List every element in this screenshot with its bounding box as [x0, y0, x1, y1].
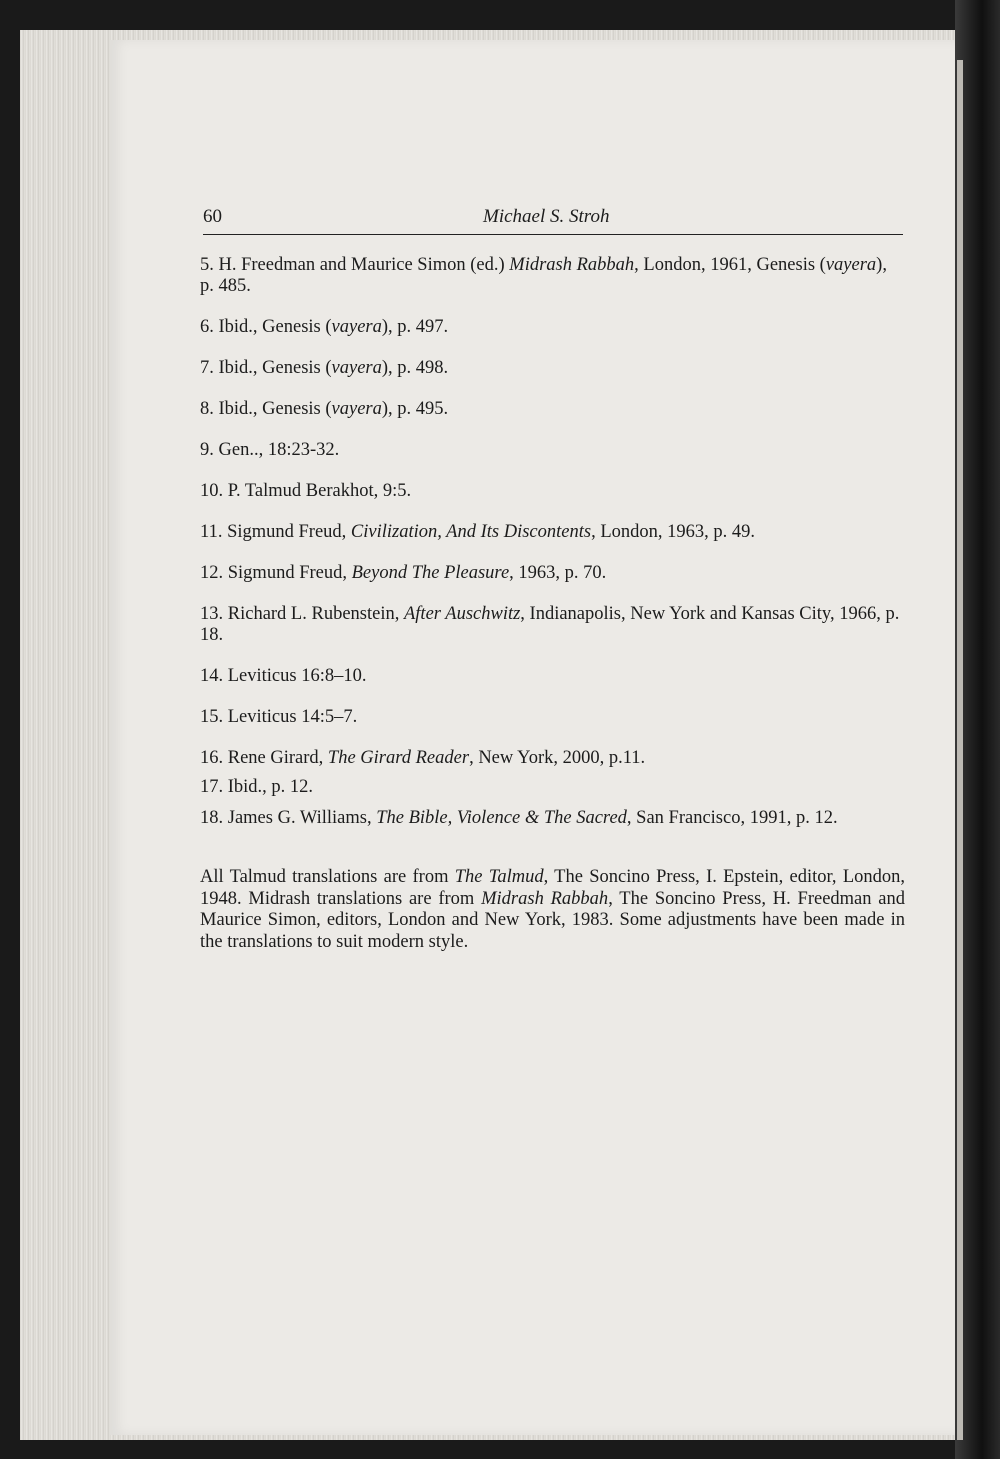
endnotes — [200, 255, 905, 972]
note-7: 7. Ibid., Genesis (vayera), p. 498. — [200, 358, 449, 378]
note-12: 12. Sigmund Freud, Beyond The Pleasure, 1963, p. 70. — [200, 563, 607, 583]
page-number: 60 — [203, 206, 222, 227]
note-11: 11. Sigmund Freud, Civilization, And Its Discontents, London, 1963, p. 49. — [200, 522, 756, 542]
facing-page-sliver — [957, 60, 963, 1440]
note-8: 8. Ibid., Genesis (vayera), p. 495. — [200, 399, 449, 419]
note-18: 18. James G. Williams, The Bible, Violence & The Sacred, San Francisco, 1991, p. 12. — [200, 808, 838, 828]
note-15: 15. Leviticus 14:5–7. — [200, 707, 358, 727]
note-14: 14. Leviticus 16:8–10. — [200, 666, 367, 686]
note-16: 16. Rene Girard, The Girard Reader, New York, 2000, p.11. — [200, 748, 646, 768]
running-head-author: Michael S. Stroh — [483, 206, 610, 227]
note-9: 9. Gen.., 18:23-32. — [200, 440, 340, 460]
note-10: 10. P. Talmud Berakhot, 9:5. — [200, 481, 412, 501]
note-17: 17. Ibid., p. 12. — [200, 777, 314, 797]
note-13: 13. Richard L. Rubenstein, After Auschwitz, Indianapolis, New York and Kansas City, 1966, p. 18. — [200, 604, 900, 645]
note-5: 5. H. Freedman and Maurice Simon (ed.) Midrash Rabbah, London, 1961, Genesis (vayera), p. 485. — [200, 255, 887, 296]
translation-note: All Talmud translations are from The Talmud, The Soncino Press, I. Epstein, editor, London, 1948. Midrash translations are from Midrash Rabbah, The Soncino Press, H. Freedman and Maurice Simon, editors, London and New York, 1983. Some adjustments have been made in the translations to suit modern style. — [200, 867, 906, 952]
note-6: 6. Ibid., Genesis (vayera), p. 497. — [200, 317, 449, 337]
facing-page-edge — [955, 0, 1000, 1459]
running-header — [203, 206, 903, 235]
